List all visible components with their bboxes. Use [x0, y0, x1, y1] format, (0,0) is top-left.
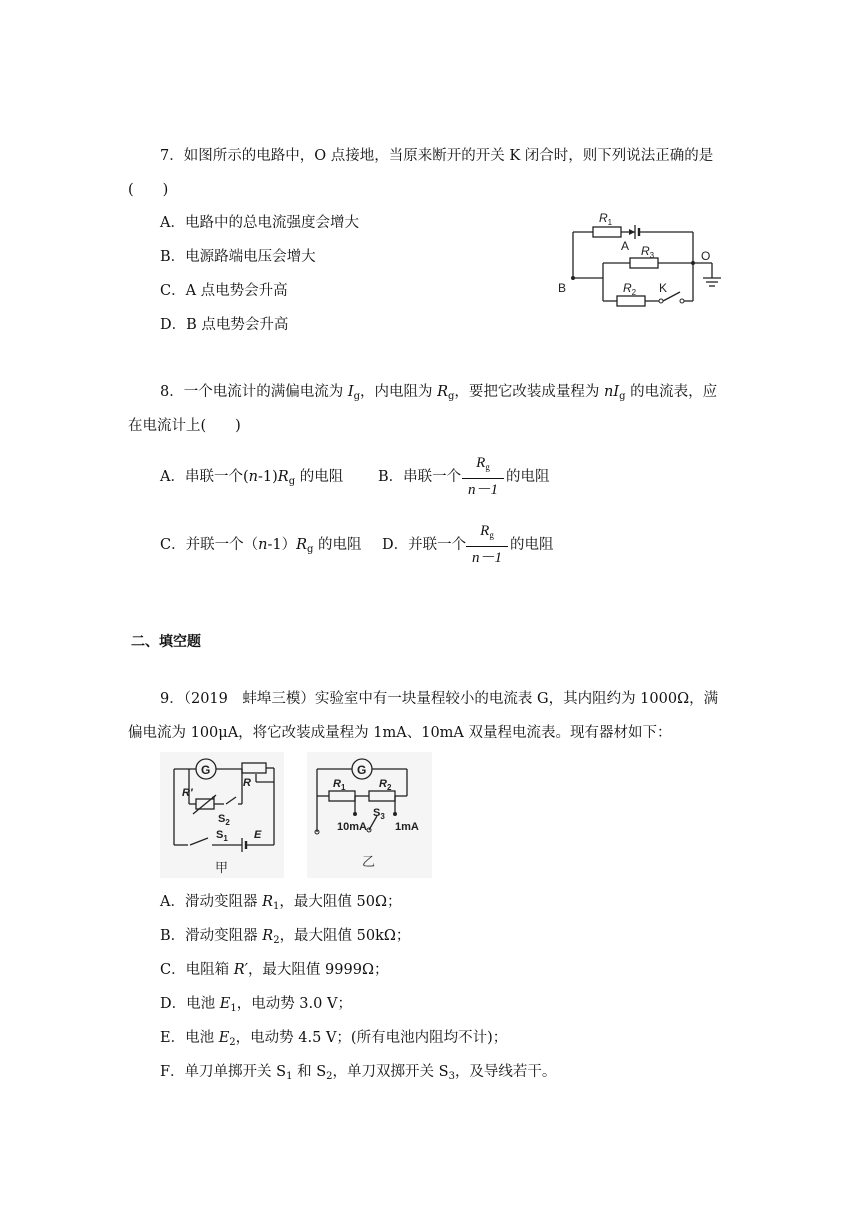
q8-option-d-fraction: $R_g$ n－1 — [466, 521, 508, 568]
q9-option-b: B．滑动变阻器 $R_2$，最大阻值 50kΩ； — [160, 928, 411, 946]
q9-figure-yi — [307, 752, 432, 878]
q9-option-c: C．电阻箱 R′，最大阻值 9999Ω； — [160, 962, 389, 978]
q8-option-d-label: D．并联一个 — [382, 537, 467, 553]
q8-option-c: C．并联一个$(n-1)R_g$ 的电阻 — [160, 537, 362, 555]
q7-circuit-figure — [555, 208, 730, 313]
q7-option-c: C．A 点电势会升高 — [160, 283, 288, 299]
yi-label-g: G — [357, 763, 367, 777]
q7-paren: ( ) — [128, 182, 169, 198]
yi-label-r1: $R_1$ — [333, 778, 346, 792]
jia-label-s2: $S_2$ — [218, 813, 230, 827]
yi-label-r2: $R_2$ — [379, 778, 392, 792]
q8-stem-line2: 在电流计上( ) — [128, 418, 241, 434]
jia-label-rp: R′ — [182, 787, 193, 799]
q8-option-d-suffix: 的电阻 — [510, 537, 554, 553]
q9-option-a: A．滑动变阻器 $R_1$，最大阻值 50Ω； — [160, 894, 402, 912]
q7-label-k: K — [659, 281, 668, 295]
q9-stem: 9．（2019 蚌埠三模）实验室中有一块量程较小的电流表 G，其内阻约为 1000Ω，满 — [160, 691, 719, 707]
q7-label-r3: $R_3$ — [641, 244, 655, 260]
jia-label-g: G — [201, 763, 211, 777]
q7-stem: 7．如图所示的电路中，O 点接地，当原来断开的开关 K 闭合时，则下列说法正确的是 — [160, 148, 714, 164]
jia-label-s1: $S_1$ — [216, 829, 228, 843]
yi-label-s3: $S_3$ — [373, 807, 385, 821]
q7-label-o: O — [701, 249, 711, 263]
q9-option-f: F．单刀单掷开关 $S_1$ 和 $S_2$，单刀双掷开关 $S_3$，及导线若干。 — [160, 1064, 557, 1082]
q9-stem-line2: 偏电流为 100μA，将它改装成量程为 1mA、10mA 双量程电流表。现有器材如下： — [128, 725, 672, 741]
q7-label-b: B — [558, 281, 567, 295]
q9-option-e: E．电池 $E_2$，电动势 4.5 V；(所有电池内阻均不计)； — [160, 1030, 508, 1048]
q7-label-r2: $R_2$ — [623, 281, 637, 297]
q7-label-a: A — [621, 239, 630, 253]
q7-option-d: D．B 点电势会升高 — [160, 317, 289, 333]
q8-option-b-fraction: $R_g$ n－1 — [462, 453, 504, 500]
jia-label-r: R — [243, 777, 251, 789]
q9-option-d: D．电池 $E_1$，电动势 3.0 V； — [160, 996, 352, 1014]
yi-label-10ma: 10mA — [337, 821, 367, 833]
q7-option-b: B．电源路端电压会增大 — [160, 249, 316, 265]
q8-stem: 8．一个电流计的满偏电流为 $I_g$，内电阻为 $R_g$，要把它改装成量程为 $nI_g$ 的电流表，应 — [160, 384, 718, 402]
jia-caption: 甲 — [215, 860, 229, 875]
q8-option-b-suffix: 的电阻 — [506, 469, 550, 485]
q9-figure-jia — [160, 752, 284, 878]
yi-caption: 乙 — [362, 854, 376, 869]
section-heading: 二、填空题 — [131, 634, 201, 650]
yi-label-1ma: 1mA — [395, 821, 419, 833]
jia-label-e: E — [254, 829, 262, 841]
q7-option-a: A．电路中的总电流强度会增大 — [160, 215, 359, 231]
q7-label-r1: $R_1$ — [599, 211, 613, 227]
q8-option-a: A．串联一个$(n-1)R_g$ 的电阻 — [160, 469, 344, 487]
q8-option-b-label: B．串联一个 — [378, 469, 462, 485]
